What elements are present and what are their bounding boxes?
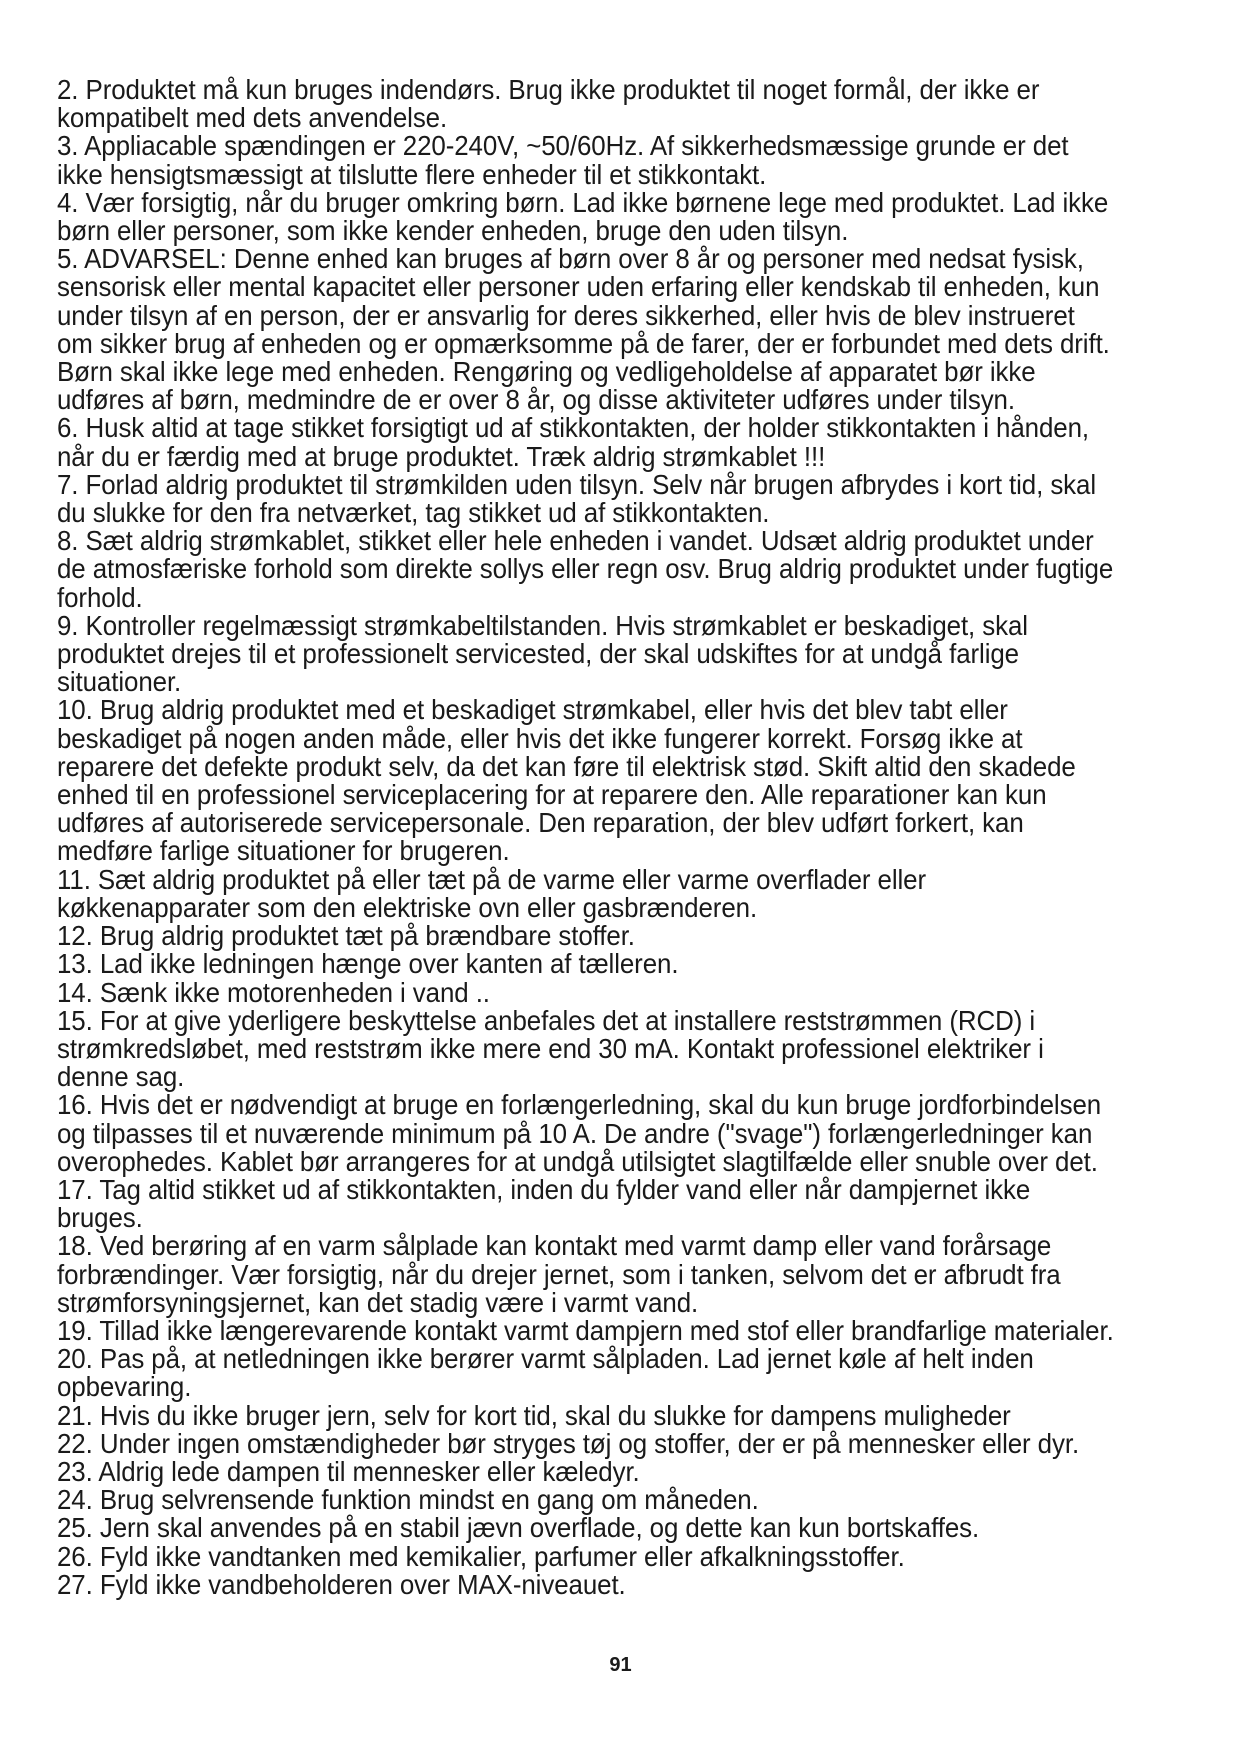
instruction-item: [57, 1345, 1112, 1401]
instruction-line: strømkredsløbet, med reststrøm ikke mere end 30 mA. Kontakt professionel elektriker i: [57, 1032, 1044, 1064]
instruction-line: sensorisk eller mental kapacitet eller personer uden erfaring eller kendskab til enheden, kun: [57, 271, 1100, 303]
instruction-line: 16. Hvis det er nødvendigt at bruge en forlængerledning, skal du kun bruge jordforbindelsen: [57, 1089, 1102, 1121]
instruction-line: 25. Jern skal anvendes på en stabil jævn overflade, og dette kan kun bortskaffes.: [57, 1512, 980, 1544]
instruction-line: 2. Produktet må kun bruges indendørs. Brug ikke produktet til noget formål, der ikke er: [57, 74, 1040, 105]
instruction-line: børn eller personer, som ikke kender enheden, bruge den uden tilsyn.: [57, 215, 849, 247]
instruction-line: køkkenapparater som den elektriske ovn eller gasbrænderen.: [57, 891, 758, 923]
instruction-line: 26. Fyld ikke vandtanken med kemikalier, parfumer eller afkalkningsstoffer.: [57, 1540, 905, 1572]
safety-instructions-list: [57, 76, 1112, 1599]
instruction-line: bruges.: [57, 1202, 143, 1234]
instruction-line: udføres af børn, medmindre de er over 8 år, og disse aktiviteter udføres under tilsyn.: [57, 384, 1015, 416]
instruction-line: de atmosfæriske forhold som direkte sollys eller regn osv. Brug aldrig produktet under fugtige: [57, 553, 1114, 585]
instruction-line: udføres af autoriserede servicepersonale. Den reparation, der blev udført forkert, kan: [57, 807, 1024, 839]
instruction-item: [57, 1004, 1112, 1093]
instruction-line: 18. Ved berøring af en varm sålplade kan kontakt med varmt damp eller vand forårsage: [57, 1230, 1052, 1262]
instruction-line: 19. Tillad ikke længerevarende kontakt varmt dampjern med stof eller brandfarlige materialer.: [57, 1314, 1114, 1346]
instruction-line: 13. Lad ikke ledningen hænge over kanten af tælleren.: [57, 948, 679, 980]
instruction-item: [57, 414, 1112, 470]
instruction-item: [57, 1514, 1112, 1542]
instruction-line: forbrændinger. Vær forsigtig, når du drejer jernet, som i tanken, selvom det er afbrudt fra: [57, 1258, 1061, 1290]
instruction-line: 12. Brug aldrig produktet tæt på brændbare stoffer.: [57, 920, 635, 952]
instruction-item: [57, 922, 1112, 950]
instruction-line: beskadiget på nogen anden måde, eller hvis det ikke fungerer korrekt. Forsøg ikke at: [57, 722, 1023, 754]
instruction-item: [57, 1314, 1114, 1346]
instruction-line: strømforsyningsjernet, kan det stadig være i varmt vand.: [57, 1286, 699, 1318]
instruction-line: 8. Sæt aldrig strømkablet, stikket eller hele enheden i vandet. Udsæt aldrig produktet under: [57, 525, 1094, 557]
instruction-line: under tilsyn af en person, der er ansvarlig for deres sikkerhed, eller hvis de blev instrueret: [57, 299, 1075, 331]
instruction-line: 14. Sænk ikke motorenheden i vand ..: [57, 976, 490, 1008]
instruction-item: [57, 950, 1112, 978]
instruction-line: 6. Husk altid at tage stikket forsigtigt ud af stikkontakten, der holder stikkontakten i hånden,: [57, 412, 1090, 444]
instruction-item: [57, 1568, 1112, 1600]
instruction-line: og tilpasses til et nuværende minimum på 10 A. De andre ("svage") forlængerledninger kan: [57, 1117, 1093, 1149]
instruction-line: kompatibelt med dets anvendelse.: [57, 102, 448, 134]
instruction-line: om sikker brug af enheden og er opmærksomme på de farer, der er forbundet med dets drift.: [57, 327, 1110, 359]
instruction-line: 20. Pas på, at netledningen ikke berører varmt sålpladen. Lad jernet køle af helt inden: [57, 1343, 1034, 1375]
instruction-item: [57, 863, 1112, 923]
instruction-item: [57, 527, 1112, 612]
instruction-line: 9. Kontroller regelmæssigt strømkabeltilstanden. Hvis strømkablet er beskadiget, skal: [57, 609, 1028, 641]
instruction-line: 27. Fyld ikke vandbeholderen over MAX-niveauet.: [57, 1568, 626, 1600]
instruction-item: [57, 1427, 1112, 1459]
instruction-line: produktet drejes til et professionelt servicested, der skal udskiftes for at undgå farlige: [57, 638, 1019, 670]
instruction-line: forhold.: [57, 581, 143, 613]
instruction-line: 15. For at give yderligere beskyttelse anbefales det at installere reststrømmen (RCD) i: [57, 1004, 1035, 1036]
instruction-line: 23. Aldrig lede dampen til mennesker eller kæledyr.: [57, 1455, 640, 1487]
instruction-item: [57, 76, 1112, 132]
instruction-line: 10. Brug aldrig produktet med et beskadiget strømkabel, eller hvis det blev tabt eller: [57, 694, 1008, 726]
instruction-line: overophedes. Kablet bør arrangeres for at undgå utilsigtet slagtilfælde eller snuble over det.: [57, 1145, 1098, 1177]
instruction-item: [57, 976, 1112, 1008]
instruction-line: 5. ADVARSEL: Denne enhed kan bruges af børn over 8 år og personer med nedsat fysisk,: [57, 243, 1084, 275]
instruction-line: når du er færdig med at bruge produktet. Træk aldrig strømkablet !!!: [57, 440, 826, 472]
instruction-item: [57, 696, 1112, 865]
instruction-line: 22. Under ingen omstændigheder bør stryges tøj og stoffer, der er på mennesker eller dyr.: [57, 1427, 1080, 1459]
instruction-line: ikke hensigtsmæssigt at tilslutte flere enheder til et stikkontakt.: [57, 158, 767, 190]
instruction-line: 21. Hvis du ikke bruger jern, selv for kort tid, skal du slukke for dampens muligheder: [57, 1399, 1011, 1431]
instruction-item: [57, 609, 1112, 698]
instruction-line: enhed til en professionel serviceplacering for at reparere den. Alle reparationer kan kun: [57, 779, 1047, 811]
instruction-line: 4. Vær forsigtig, når du bruger omkring børn. Lad ikke børnene lege med produktet. Lad ikke: [57, 186, 1109, 218]
instruction-item: [57, 1399, 1112, 1431]
instruction-item: [57, 245, 1112, 414]
instruction-line: 7. Forlad aldrig produktet til strømkilden uden tilsyn. Selv når brugen afbrydes i kort tid, skal: [57, 468, 1097, 500]
instruction-line: 17. Tag altid stikket ud af stikkontakten, inden du fylder vand eller når dampjernet ikke: [57, 1173, 1031, 1205]
instruction-item: [57, 1486, 1112, 1514]
instruction-item: [57, 1091, 1112, 1176]
instruction-line: opbevaring.: [57, 1371, 192, 1403]
instruction-line: reparere det defekte produkt selv, da det kan føre til elektrisk stød. Skift altid den skadede: [57, 750, 1076, 782]
instruction-line: Børn skal ikke lege med enheden. Rengøring og vedligeholdelse af apparatet bør ikke: [57, 356, 1036, 388]
instruction-line: du slukke for den fra netværket, tag stikket ud af stikkontakten.: [57, 497, 770, 529]
instruction-line: situationer.: [57, 666, 182, 698]
instruction-item: [57, 1540, 1112, 1572]
instruction-item: [57, 468, 1112, 529]
instruction-line: 24. Brug selvrensende funktion mindst en gang om måneden.: [57, 1484, 759, 1516]
instruction-line: denne sag.: [57, 1061, 185, 1093]
instruction-line: 3. Appliacable spændingen er 220-240V, ~50/60Hz. Af sikkerhedsmæssige grunde er det: [57, 130, 1069, 162]
instruction-line: medføre farlige situationer for brugeren.: [57, 835, 510, 867]
instruction-item: [57, 132, 1112, 188]
instruction-item: [57, 186, 1112, 247]
instruction-item: [57, 1173, 1112, 1234]
instruction-line: 11. Sæt aldrig produktet på eller tæt på de varme eller varme overflader eller: [57, 863, 927, 895]
instruction-item: [57, 1232, 1112, 1317]
page-number: 91: [609, 1654, 632, 1676]
instruction-item: [57, 1455, 1112, 1487]
